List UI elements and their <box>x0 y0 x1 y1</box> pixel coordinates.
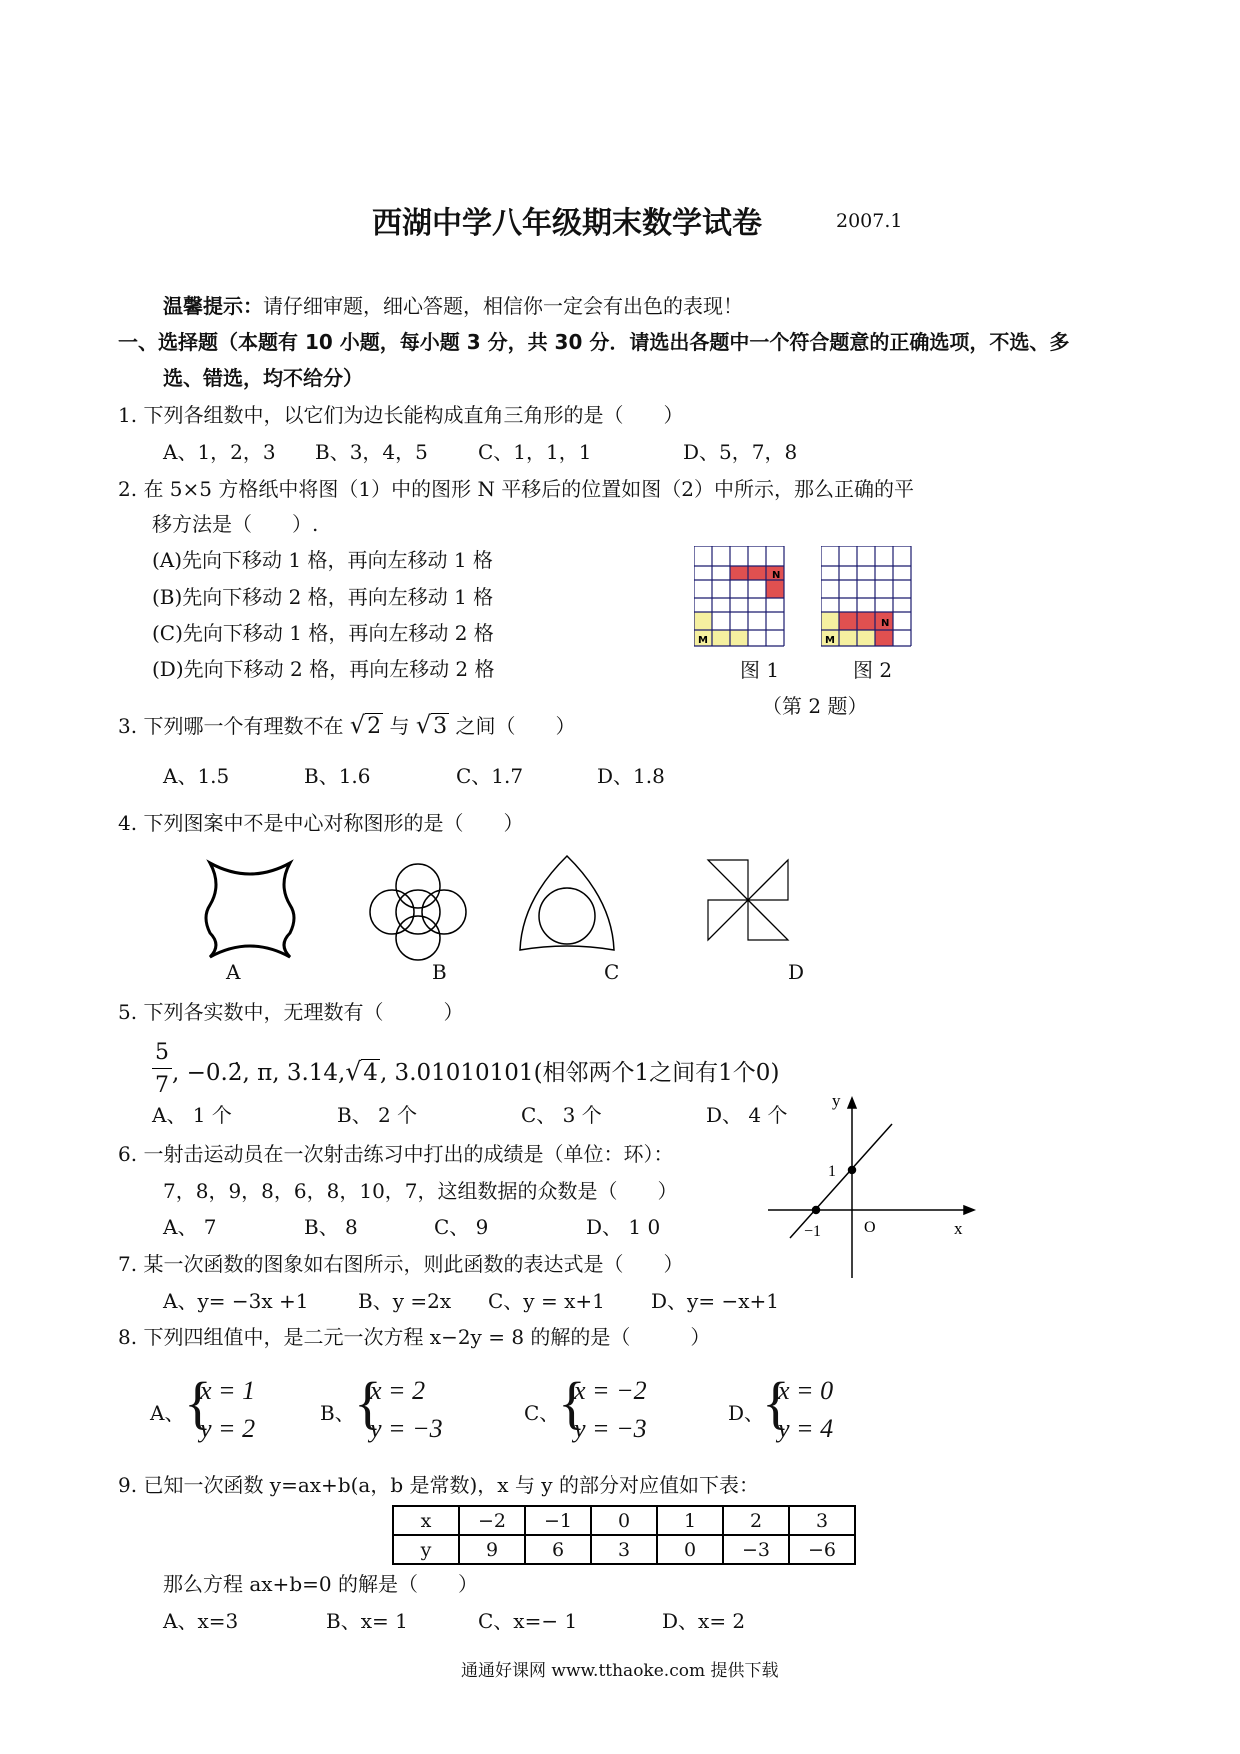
q7-option-b: B、y =2x <box>358 1289 452 1313</box>
q4-figure-b <box>368 862 468 962</box>
q3-stem-b: 之间（ ） <box>455 714 576 738</box>
q2-stem-line2: 移方法是（ ）. <box>152 512 319 536</box>
q2-fig2-label: 图 2 <box>853 658 893 682</box>
q6-option-b: B、 8 <box>304 1215 358 1239</box>
label-m: M <box>825 635 835 646</box>
label-n: N <box>772 570 781 581</box>
q1-stem: 1. 下列各组数中，以它们为边长能构成直角三角形的是（ ） <box>118 403 684 427</box>
q4-label-b: B <box>432 960 447 984</box>
section-heading-line2: 选、错选，均不给分） <box>163 366 363 390</box>
brace-icon: { <box>558 1370 586 1435</box>
q5-option-a: A、 1 个 <box>152 1103 232 1127</box>
q2-option-a: (A)先向下移动 1 格，再向左移动 1 格 <box>152 548 493 572</box>
frac-bar <box>152 1068 172 1069</box>
brace-icon: { <box>354 1370 382 1435</box>
q8-stem: 8. 下列四组值中，是二元一次方程 x−2y = 8 的解的是（ ） <box>118 1325 711 1349</box>
q4-stem: 4. 下列图案中不是中心对称图形的是（ ） <box>118 811 524 835</box>
table-cell: x <box>393 1506 459 1535</box>
table-cell: 0 <box>657 1535 723 1564</box>
q1-option-c: C、1，1，1 <box>478 440 592 464</box>
table-cell: y <box>393 1535 459 1564</box>
q3-stem-a: 3. 下列哪一个有理数不在 <box>118 714 344 738</box>
label-m: M <box>698 635 708 646</box>
q9-option-b: B、x= 1 <box>326 1609 408 1633</box>
page-title: 西湖中学八年级期末数学试卷 <box>372 206 762 241</box>
q8-option-c-line1: x = −2 <box>574 1376 647 1405</box>
q7-graph <box>760 1092 980 1282</box>
q1-option-d: D、5，7，8 <box>683 440 798 464</box>
q5-expr-line <box>172 1054 779 1087</box>
q3-option-d: D、1.8 <box>597 764 665 788</box>
x-axis-arrow <box>964 1206 974 1214</box>
table-row <box>393 1506 855 1535</box>
label-n: N <box>881 618 890 629</box>
q7-option-d: D、y= −x+1 <box>651 1289 779 1313</box>
footer: 通通好课网 www.tthaoke.com 提供下载 <box>461 1661 779 1681</box>
q2-stem-line1: 2. 在 5×5 方格纸中将图（1）中的图形 N 平移后的位置如图（2）中所示，那么正确的平 <box>118 477 915 501</box>
q8-option-c-line2: y = −3 <box>574 1414 647 1443</box>
q8-option-d-line1: x = 0 <box>778 1376 834 1405</box>
q8-option-d-label: D、 <box>728 1401 765 1425</box>
q3-root-b: 3 <box>433 714 448 739</box>
frac-numerator: 5 <box>155 1040 169 1065</box>
q9-option-c: C、x=− 1 <box>478 1609 578 1633</box>
q6-option-d: D、 1 0 <box>586 1215 661 1239</box>
q3-option-a: A、1.5 <box>163 764 230 788</box>
function-line <box>790 1124 892 1238</box>
q3-root-a: 2 <box>367 714 382 739</box>
q4-figure-a <box>190 855 310 965</box>
table-row <box>393 1535 855 1564</box>
q7-stem: 7. 某一次函数的图象如右图所示，则此函数的表达式是（ ） <box>118 1252 684 1276</box>
q6-option-a: A、 7 <box>163 1215 217 1239</box>
q9-option-d: D、x= 2 <box>662 1609 746 1633</box>
table-cell: 0 <box>591 1506 657 1535</box>
q2-fig1-label: 图 1 <box>740 658 780 682</box>
q2-figure-2 <box>821 546 919 648</box>
q5-option-c: C、 3 个 <box>521 1103 602 1127</box>
y-tick-label: 1 <box>828 1163 836 1180</box>
frac-denominator: 7 <box>155 1073 169 1098</box>
q4-label-a: A <box>226 960 241 984</box>
q3-stem <box>118 713 575 738</box>
q9-value-table <box>392 1505 856 1565</box>
table-cell: −3 <box>723 1535 789 1564</box>
q4-label-d: D <box>788 960 805 984</box>
table-cell: −6 <box>789 1535 855 1564</box>
tip-label: 温馨提示： <box>163 294 263 318</box>
q5-option-d: D、 4 个 <box>706 1103 788 1127</box>
tip-line <box>163 296 743 316</box>
q3-option-b: B、1.6 <box>304 764 371 788</box>
sqrt-icon: √ <box>415 711 432 739</box>
x-intercept-point <box>813 1207 820 1214</box>
q8-option-c-label: C、 <box>524 1401 560 1425</box>
q1-option-b: B、3，4，5 <box>315 440 428 464</box>
section-heading-line1: 一、选择题（本题有 10 小题，每小题 3 分，共 30 分．请选出各题中一个符合题意的正确选项，不选、多 <box>118 330 1070 354</box>
table-cell: 2 <box>723 1506 789 1535</box>
q9-stem: 9. 已知一次函数 y=ax+b(a，b 是常数)，x 与 y 的部分对应值如下表： <box>118 1473 759 1497</box>
table-cell: 6 <box>525 1535 591 1564</box>
brace-icon: { <box>184 1370 212 1435</box>
x-axis-label: x <box>954 1219 963 1238</box>
q6-stem-line1: 6. 一射击运动员在一次射击练习中打出的成绩是（单位：环）： <box>118 1142 674 1166</box>
sqrt-icon: √ <box>345 1057 362 1086</box>
q5-option-b: B、 2 个 <box>337 1103 418 1127</box>
q6-option-c: C、 9 <box>434 1215 489 1239</box>
tip-text: 请仔细审题，细心答题，相信你一定会有出色的表现！ <box>263 294 743 318</box>
q8-option-a-line2: y = 2 <box>200 1414 256 1443</box>
y-axis-arrow <box>848 1098 856 1108</box>
q8-option-b-label: B、 <box>320 1401 355 1425</box>
q9-stem-line2: 那么方程 ax+b=0 的解是（ ） <box>163 1572 478 1596</box>
table-cell: −1 <box>525 1506 591 1535</box>
table-cell: 1 <box>657 1506 723 1535</box>
table-cell: 3 <box>789 1506 855 1535</box>
q8-option-d-line2: y = 4 <box>778 1414 834 1443</box>
figure-a-shape <box>206 863 294 957</box>
exam-date: 2007.1 <box>836 210 903 232</box>
y-axis-label: y <box>832 1092 841 1110</box>
q4-figure-d <box>706 858 790 942</box>
q6-stem-line2: 7，8，9，8，6，8，10，7，这组数据的众数是（ ） <box>163 1179 678 1203</box>
q2-option-d: (D)先向下移动 2 格，再向左移动 2 格 <box>152 657 495 681</box>
brace-icon: { <box>762 1370 790 1435</box>
q4-label-c: C <box>604 960 620 984</box>
q2-caption: （第 2 题） <box>762 694 868 718</box>
x-tick-label: −1 <box>804 1223 822 1240</box>
q8-option-b-line2: y = −3 <box>370 1414 443 1443</box>
q5-expr-b: , 3.01010101(相邻两个1之间有1个0) <box>379 1060 780 1086</box>
y-intercept-point <box>849 1167 856 1174</box>
q1-option-a: A、1，2，3 <box>163 440 276 464</box>
q8-option-a-label: A、 <box>150 1401 185 1425</box>
sqrt-icon: √ <box>349 711 366 739</box>
q5-expr-a: , −0.2̇, π, 3.14, <box>172 1060 346 1086</box>
q2-option-b: (B)先向下移动 2 格，再向左移动 1 格 <box>152 585 494 609</box>
q4-figure-c <box>512 850 622 960</box>
q8-option-a-line1: x = 1 <box>200 1376 256 1405</box>
table-cell: 3 <box>591 1535 657 1564</box>
q3-option-c: C、1.7 <box>456 764 524 788</box>
q2-option-c: (C)先向下移动 1 格，再向左移动 2 格 <box>152 621 494 645</box>
q7-option-c: C、y = x+1 <box>488 1289 605 1313</box>
q5-stem: 5. 下列各实数中，无理数有（ ） <box>118 1000 464 1024</box>
q8-option-b-line1: x = 2 <box>370 1376 426 1405</box>
table-cell: 9 <box>459 1535 525 1564</box>
table-cell: −2 <box>459 1506 525 1535</box>
q3-mid: 与 <box>389 714 410 738</box>
q7-option-a: A、y= −3x +1 <box>163 1289 309 1313</box>
q5-root: 4 <box>363 1060 378 1086</box>
q9-option-a: A、x=3 <box>163 1609 239 1633</box>
origin-label: O <box>864 1219 876 1236</box>
q2-figure-1 <box>694 546 792 648</box>
